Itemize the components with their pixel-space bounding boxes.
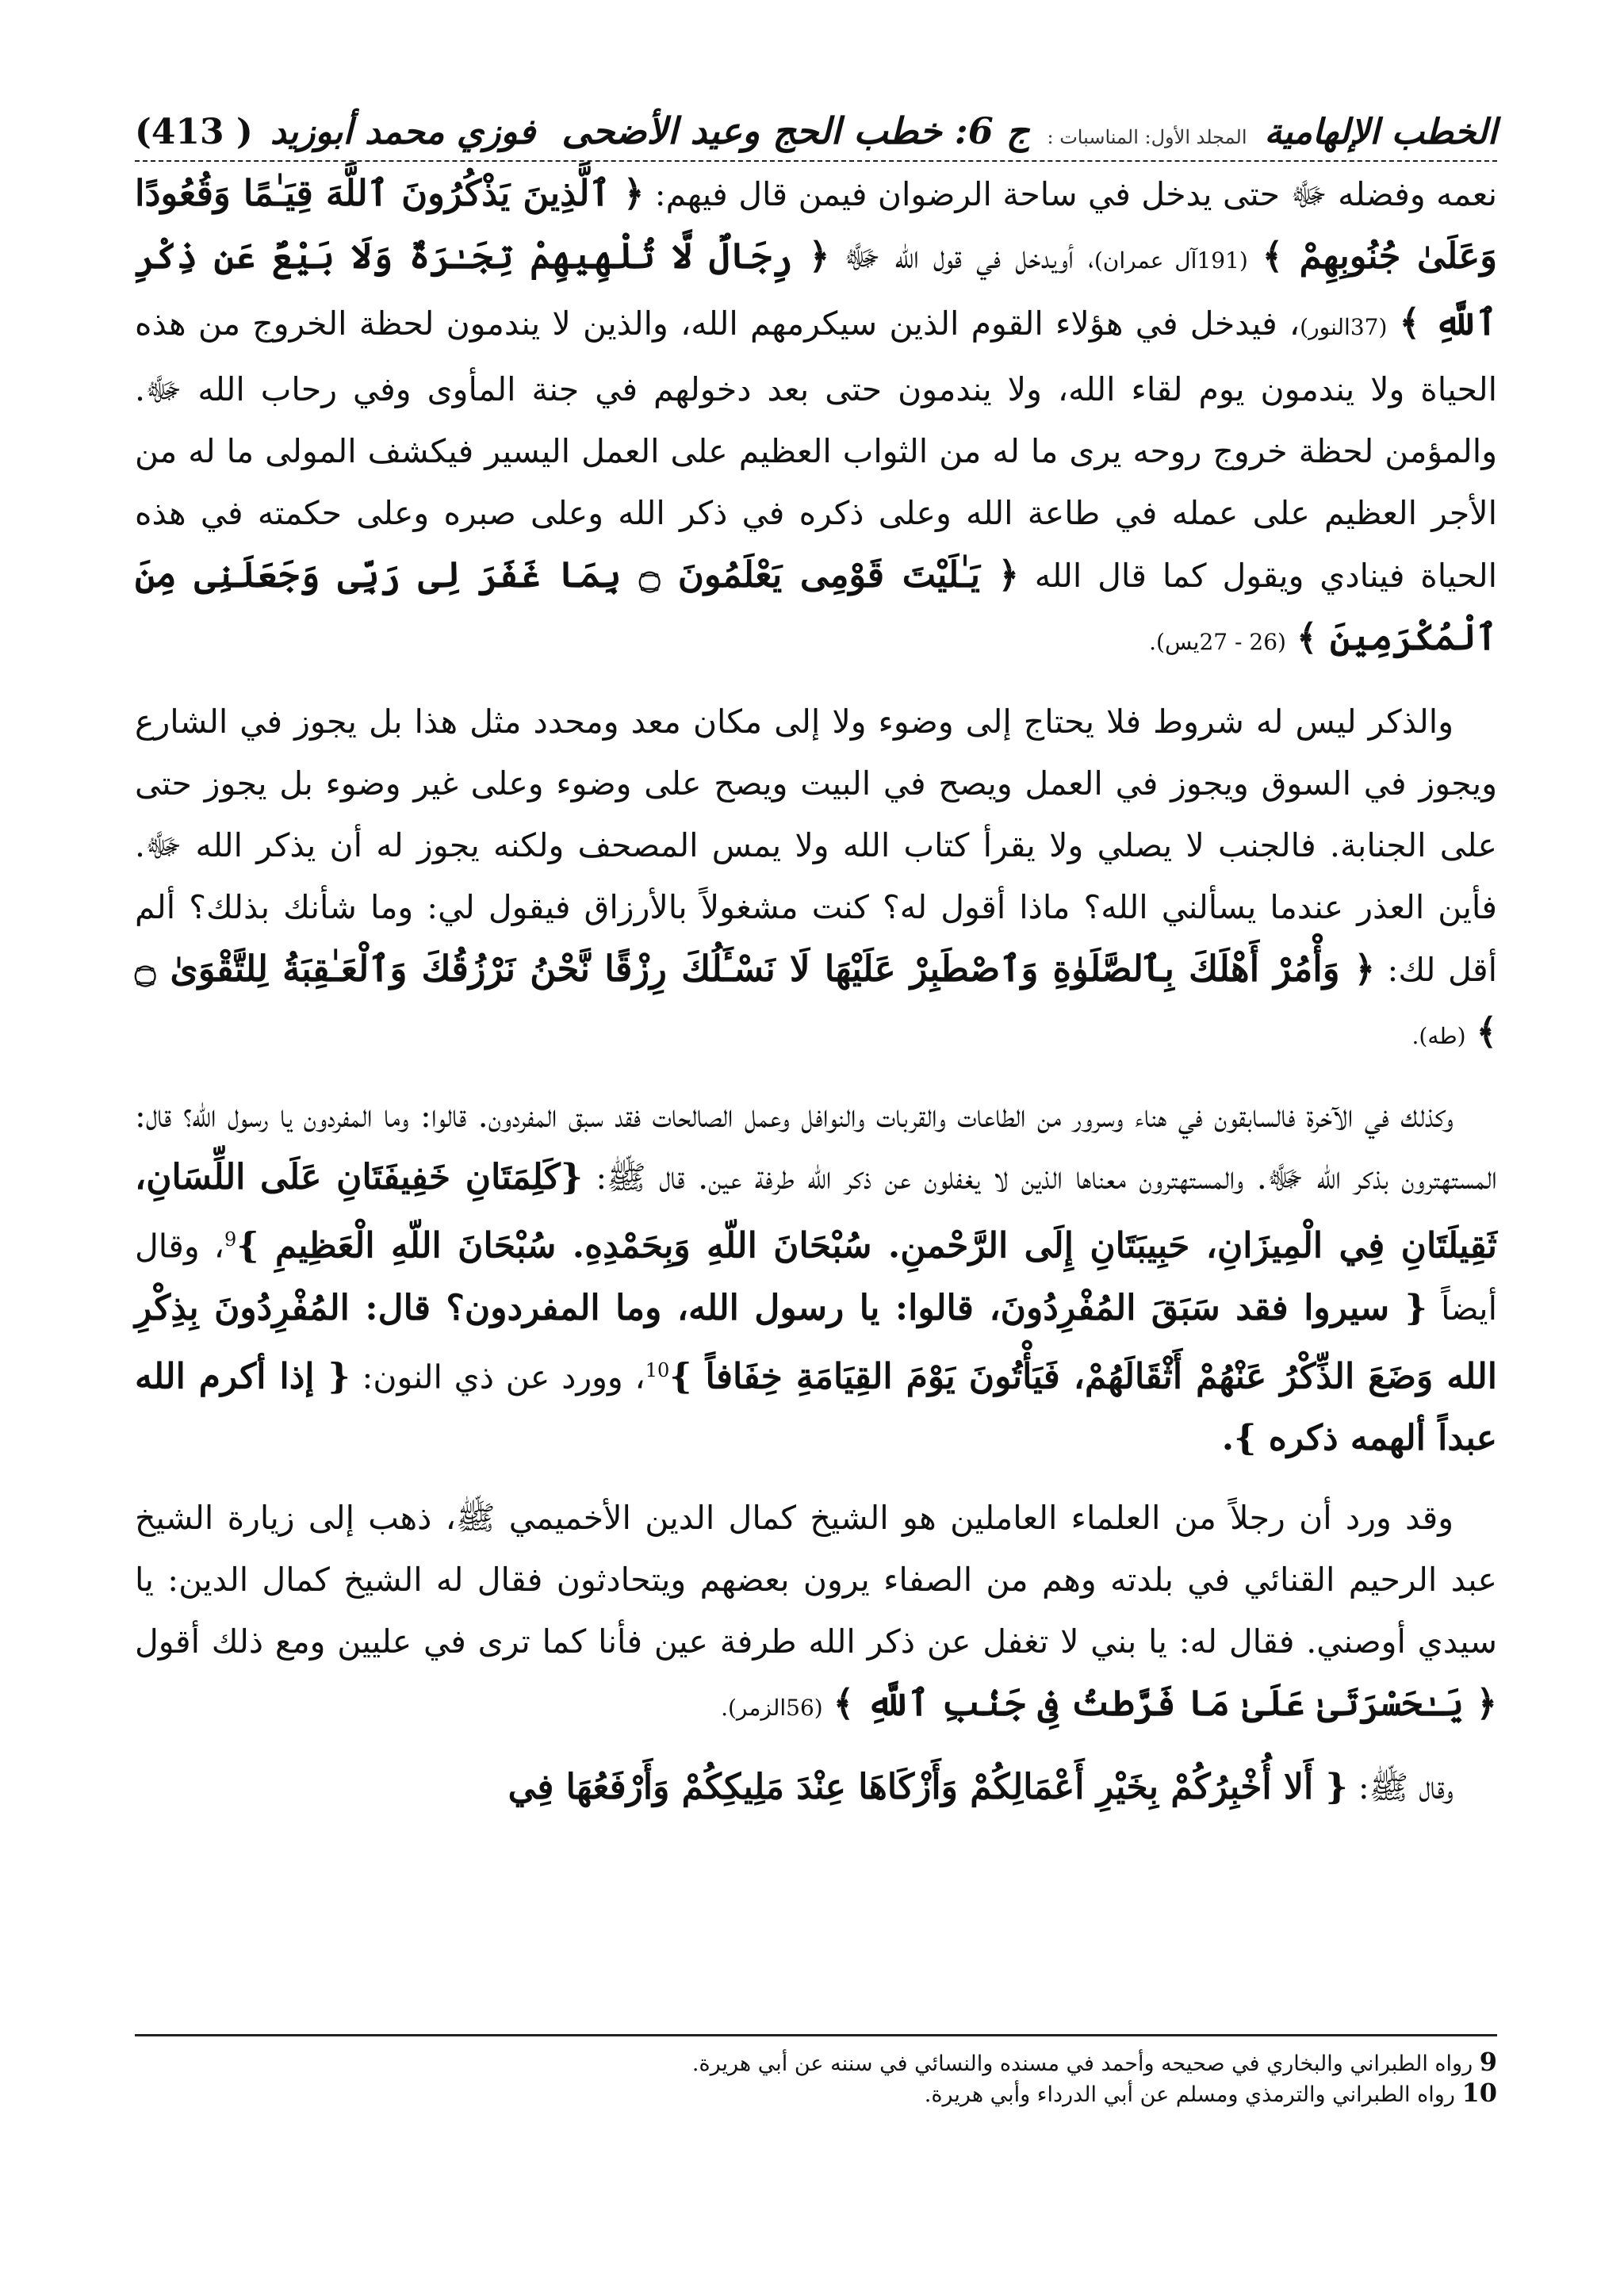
author-name: فوزي محمد أبوزيد [270, 112, 536, 152]
paragraph-2 [135, 691, 1497, 1067]
header-left [135, 112, 535, 152]
saying-text: { إذا أكرم الله عبداً ألهمه ذكره }. [135, 1356, 1497, 1459]
text: ، أويدخل في قول الله ﷻ [829, 238, 1094, 276]
quran-verse: ﴿ وَأْمُرْ أَهْلَكَ بِٱلصَّلَوٰةِ وَٱصْطَبِرْ عَلَيْهَا لَا نَسْـَٔلُكَ رِزْقًا نَّحْنُ نَرْزُقُكَ وَٱلْعَـٰقِبَةُ لِلتَّقْوَىٰ ۝ ﴾ [135, 948, 1497, 1052]
footnotes [135, 2048, 1497, 2109]
paragraph-5 [135, 1757, 1497, 1818]
footnote-text: رواه الطبراني والبخاري في صحيحه وأحمد في مسنده والنسائي في سننه عن أبي هريرة. [691, 2052, 1473, 2076]
quran-verse: ﴿ رِجَالٌ لَّا تُلْهِيهِمْ تِجَـٰرَةٌ وَلَا بَيْعٌ عَن ذِكْرِ ٱللَّهِ ﴾ [135, 235, 1498, 343]
verse-reference: (56الزمر). [721, 1695, 823, 1722]
paragraph-4 [135, 1487, 1497, 1739]
text: وكذلك في الآخرة فالسابقون في هناء وسرور من الطاعات والقربات والنوافل وعمل الصالحات فقد سبق المفردون. قالوا: وما المفردون يا رسول الله؟ قال: المستهترون بذكر الله ﷻ. والمستهترون معناها الذين لا يغفلون عن ذكر الله طرفة عين. قال ﷺ: [135, 1097, 1497, 1197]
hadith-text: { سيروا فقد سَبَقَ المُفْرِدُونَ، قالوا: يا رسول الله، وما المفردون؟ قال: المُفْرِدُونَ بِذِكْرِ الله وَضَعَ الذِّكْرُ عَنْهُمْ أَثْقَالَهُمْ، فَيَأْتُونَ يَوْمَ القِيَامَةِ خِفَافاً } [135, 1287, 1497, 1397]
volume-label: المجلد الأول: المناسبات : [1047, 126, 1247, 148]
text: ، وورد عن ذي النون: [350, 1358, 645, 1396]
book-title: الخطب الإلهامية [1264, 112, 1497, 152]
page-header [135, 89, 1497, 162]
text: ، وقال أيضاً [135, 1227, 1497, 1327]
text: والذكر ليس له شروط فلا يحتاج إلى وضوء ولا إلى مكان معد ومحدد مثل هذا بل يجوز في الشارع ويجوز في السوق ويجوز في العمل ويصح في البيت ويصح على وضوء وعلى غير وضوء بل يجوز حتى على الجنابة. فالجنب لا يصلي ولا يقرأ كتاب الله ولا يمس المصحف ولكنه يجوز له أن يذكر الله ﷻ. فأين العذر عندما يسألني الله؟ ماذا أقول له؟ كنت مشغولاً بالأرزاق فيقول لي: وما شأنك بذلك؟ ألم أقل لك: [135, 703, 1497, 989]
main-text [135, 163, 1497, 1836]
footnote-marker: 10 [645, 1358, 670, 1381]
footnote-divider [135, 2034, 1497, 2036]
text: وقد ورد أن رجلاً من العلماء العاملين هو الشيخ كمال الدين الأخميمي ﷺ، ذهب إلى زيارة الشيخ عبد الرحيم القنائي في بلدته وهم من الصفاء يرون بعضهم ويتحادثون فقال له الشيخ كمال الدين: يا سيدي أوصني. فقال له: يا بني لا تغفل عن ذكر الله طرفة عين فأنا كما ترى في عليين ومع ذلك أقول [135, 1499, 1497, 1661]
footnote-item [135, 2048, 1497, 2078]
hadith-text: { أَلا أُخْبِرُكُمْ بِخَيْرِ أَعْمَالِكُمْ وَأَزْكَاهَا عِنْدَ مَلِيكِكُمْ وَأَرْفَعُهَا فِي [508, 1767, 1348, 1808]
footnote-number: 10 [1461, 2078, 1497, 2108]
verse-reference: (طه). [1411, 1023, 1466, 1049]
footnote-marker: 9 [224, 1228, 237, 1251]
text: وقال ﷺ: [1347, 1768, 1454, 1807]
page-number: (413 ) [135, 112, 253, 152]
quran-verse: ﴿ يَـٰحَسْرَتَىٰ عَلَىٰ مَا فَرَّطتُ فِى جَنۢبِ ٱللَّهِ ﴾ [833, 1682, 1497, 1725]
part-title: ج 6: خطب الحج وعيد الأضحى [561, 109, 1030, 152]
header-right [561, 109, 1497, 152]
quran-verse: ﴿ يَـٰلَيْتَ قَوْمِى يَعْلَمُونَ ۝ بِمَا غَفَرَ لِى رَبِّى وَجَعَلَنِى مِنَ ٱلْمُكْرَمِينَ ﴾ [135, 554, 1497, 658]
footnote-number: 9 [1479, 2047, 1497, 2077]
verse-reference: (191آل عمران) [1094, 247, 1248, 274]
paragraph-3 [135, 1085, 1497, 1469]
footnote-text: رواه الطبراني والترمذي ومسلم عن أبي الدرداء وأبي هريرة. [924, 2082, 1455, 2107]
quran-verse: ﴿ ٱلَّذِينَ يَذْكُرُونَ ٱللَّهَ قِيَـٰمًا وَقُعُودًا وَعَلَىٰ جُنُوبِهِمْ ﴾ [135, 172, 1497, 277]
verse-reference: (37النور) [1300, 314, 1388, 340]
text: ، فيدخل في هؤلاء القوم الذين سيكرمهم الله، والذين لا يندمون لحظة الخروج من هذه الحياة ولا يندمون يوم لقاء الله، ولا يندمون حتى بعد دخولهم في جنة المأوى وفي رحاب الله ﷻ. والمؤمن لحظة خروج روحه يرى ما له من الثواب العظيم على العمل اليسير فيكشف المولى ما له من الأجر العظيم على عمله في طاعة الله وعلى ذكره في ذكر الله وعلى صبره وعلى حكمته في هذه الحياة فينادي ويقول كما قال الله [135, 305, 1497, 595]
text: نعمه وفضله ﷻ حتى يدخل في ساحة الرضوان فيمن قال فيهم: [644, 175, 1497, 213]
verse-reference: (26 - 27يس). [1149, 629, 1286, 655]
footnote-item [135, 2078, 1497, 2109]
hadith-text: {كَلِمَتَانِ خَفِيفَتَانِ عَلَى اللِّسَانِ، ثَقِيلَتَانِ فِي الْمِيزَانِ، حَبِيبَتَانِ إِلَى الرَّحْمنِ. سُبْحَانَ اللّهِ وَبِحَمْدِهِ. سُبْحَانَ اللّهِ الْعَظِيمِ } [135, 1157, 1498, 1266]
paragraph-1 [135, 163, 1497, 673]
